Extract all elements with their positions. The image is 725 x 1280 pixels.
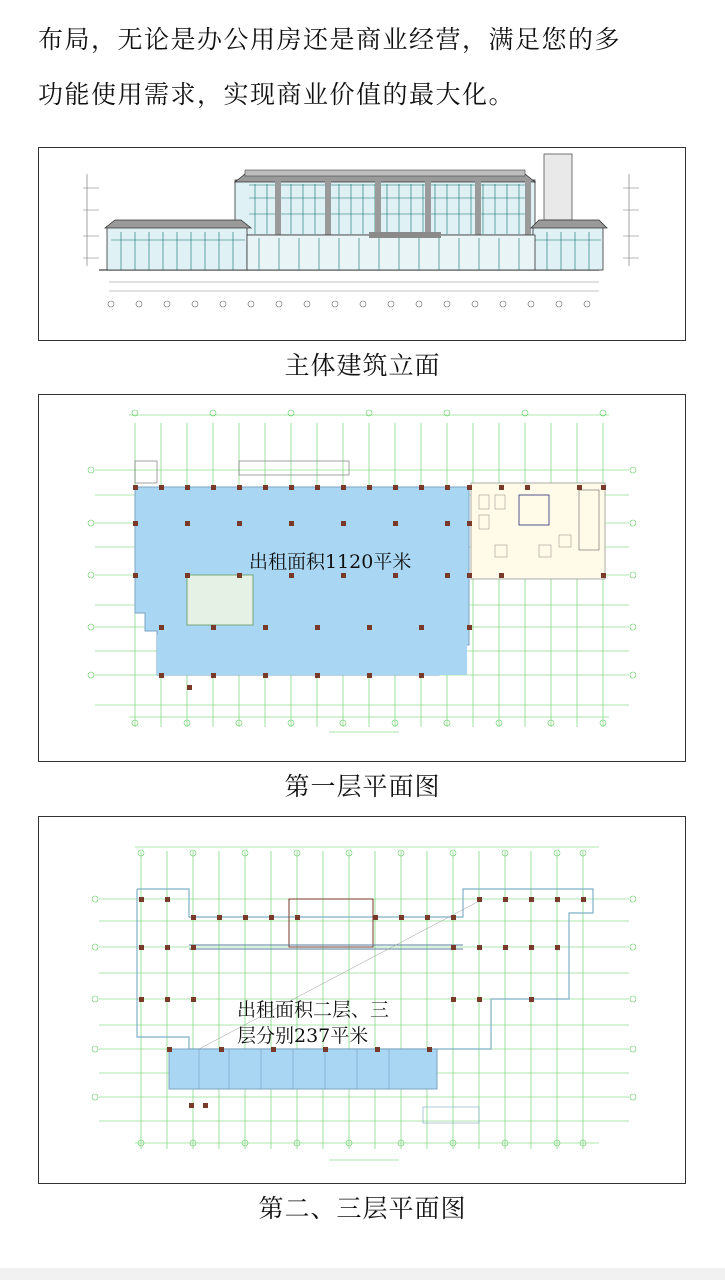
upper-floor-figure xyxy=(38,816,686,1184)
intro-paragraph xyxy=(38,12,698,122)
first-floor-caption: 第一层平面图 xyxy=(284,772,441,801)
upper-floor-area-label xyxy=(237,997,389,1049)
intro-line-2: 功能使用需求，实现商业价值的最大化。 xyxy=(38,80,516,109)
upper-floor-area-label-line-2: 层分别237平米 xyxy=(237,1025,369,1047)
elevation-drawing xyxy=(39,148,684,339)
bottom-divider xyxy=(0,1268,725,1280)
first-floor-figure xyxy=(38,394,686,762)
first-floor-drawing xyxy=(39,395,684,760)
upper-floor-caption: 第二、三层平面图 xyxy=(258,1194,467,1223)
intro-line-1: 布局，无论是办公用房还是商业经营，满足您的多 xyxy=(38,25,622,54)
first-floor-area-label: 出租面积1120平米 xyxy=(249,551,412,573)
elevation-figure xyxy=(38,147,686,341)
upper-floor-area-label-line-1: 出租面积二层、三 xyxy=(237,999,390,1021)
elevation-caption: 主体建筑立面 xyxy=(284,351,441,380)
